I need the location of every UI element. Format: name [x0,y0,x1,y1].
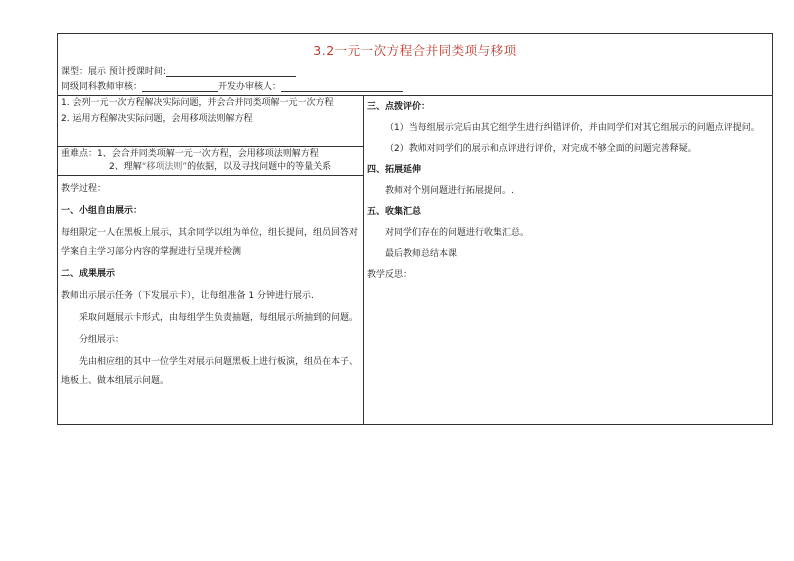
meta-line-reviewers [61,79,403,92]
section-4-heading: 四、拓展延伸 [367,165,422,175]
section-2-heading: 二、成果展示 [61,269,116,279]
reflection-label: 教学反思： [367,270,413,280]
section-2-paragraph: 先由相应组的其中一位学生对展示问题黑板上进行板演，组员在本子、地板上、做本组展示问题。 [61,357,359,386]
section-1-heading: 一、小组自由展示： [61,206,143,216]
section-2-paragraph: 采取问题展示卡形式，由每组学生负责抽题，每组展示所抽到的问题。 [79,313,359,323]
section-5-paragraph: 最后教师总结本课 [385,249,458,259]
section-3-paragraph: （2）教师对同学们的展示和点评进行评价，对完成不够全面的问题完善释疑。 [385,144,697,154]
quote-term: “移项法则” [141,162,188,172]
row-divider-1 [58,95,772,96]
office-review-label: 开发办审核人： [218,82,282,92]
key-point-line-2: 2、理解“移项法则”的依据，以及寻找问题中的等量关系 [109,162,332,172]
section-5-heading: 五、收集汇总 [367,207,422,217]
objective-item: 2. 运用方程解决实际问题，会用移项法则解方程 [61,114,253,124]
section-2-paragraph: 教师出示展示任务（下发展示卡），让每组准备 1 分钟进行展示. [61,291,314,301]
section-3-heading: 三、点拨评价： [367,102,431,112]
key-points-cell [61,148,361,174]
course-type-label: 课型：展示 预计授课时间: [61,67,166,77]
key-point-line-1: 重难点：1、会合并同类项解一元一次方程，会用移项法则解方程 [61,149,319,159]
teaching-process-cell [61,180,359,391]
document-title: 3.2一元一次方程合并同类项与移项 [313,43,517,58]
peer-review-blank [142,82,218,92]
section-1-text: 每组限定一人在黑板上展示，其余同学以组为单位，组长提问，组员回答对学案自主学习部分内容的掌握进行呈现并检测 [61,228,359,257]
office-review-blank [281,82,403,92]
section-3-paragraph: （1）当每组展示完后由其它组学生进行纠错评价，并由同学们对其它组展示的问题点评提问。 [385,123,760,133]
objective-item: 1. 会列一元一次方程解决实际问题，并会合并同类项解一元一次方程 [61,98,334,108]
row-divider-2 [58,146,363,147]
meta-line-course-type [61,64,296,77]
section-4-paragraph: 教师对个别问题进行拓展提问。. [385,186,514,196]
section-5-paragraph: 对同学们存在的问题进行收集汇总。 [385,228,530,238]
column-divider [363,95,364,424]
time-blank [166,67,296,77]
objectives-cell [61,97,359,126]
row-divider-3 [58,175,363,176]
evaluation-cell [367,98,765,285]
lesson-plan-table [57,33,773,425]
process-label: 教学过程： [61,184,107,194]
section-2-paragraph: 分组展示： [79,335,125,345]
peer-review-label: 同级同科教师审核： [61,82,143,92]
